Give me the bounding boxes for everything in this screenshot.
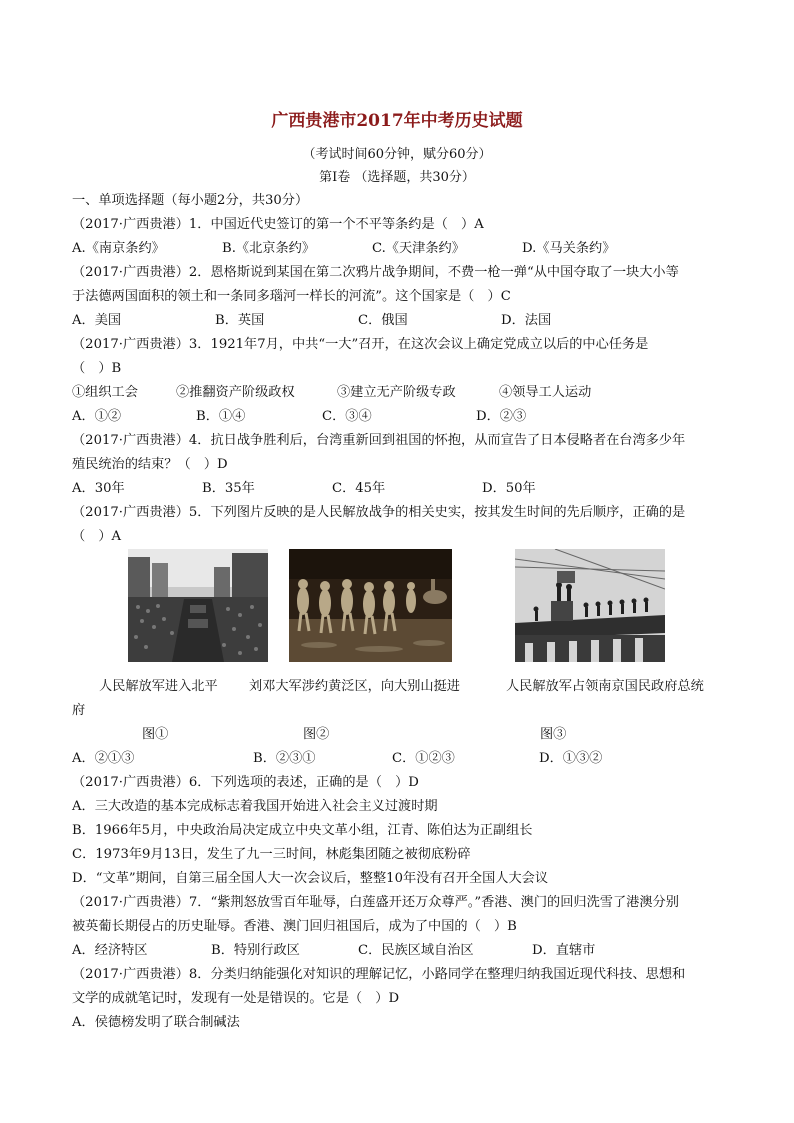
statement: B．1966年5月，中央政治局决定成立中央文革小组，江青、陈伯达为正副组长 xyxy=(72,823,533,838)
option: D．②③ xyxy=(476,409,527,424)
question-3-cont: （ ）B xyxy=(72,361,122,376)
photo-caption: 刘邓大军涉约黄泛区，向大别山挺进 xyxy=(249,679,460,694)
photo-beiping xyxy=(128,549,268,662)
question-8-cont: 文学的成就笔记时，发现有一处是错误的。它是（ ）D xyxy=(72,991,400,1006)
option: B.《北京条约》 xyxy=(222,241,316,256)
item: ②推翻资产阶级政权 xyxy=(176,385,295,400)
statement: A．侯德榜发明了联合制碱法 xyxy=(72,1015,240,1030)
question-4: （2017·广西贵港）4．抗日战争胜利后，台湾重新回到祖国的怀抱，从而宣告了日本侵略者在台湾多少年 xyxy=(72,433,686,448)
question-2: （2017·广西贵港）2．恩格斯说到某国在第二次鸦片战争期间，不费一枪一弹“从中国夺取了一块大小等 xyxy=(72,265,679,280)
section-heading: 一、单项选择题（每小题2分，共30分） xyxy=(72,193,309,208)
photo-caption: 人民解放军进入北平 xyxy=(99,679,218,694)
option: A．经济特区 xyxy=(72,943,148,958)
statement: C．1973年9月13日，发生了九一三时间，林彪集团随之被彻底粉碎 xyxy=(72,847,471,862)
option: C．①②③ xyxy=(392,751,455,766)
option: D.《马关条约》 xyxy=(522,241,616,256)
page-title: 广西贵港市2017年中考历史试题 xyxy=(271,111,523,131)
figure-label: 图① xyxy=(142,727,169,742)
statement: A．三大改造的基本完成标志着我国开始进入社会主义过渡时期 xyxy=(72,799,438,814)
option: B．特别行政区 xyxy=(211,943,300,958)
question-1: （2017·广西贵港）1．中国近代史签订的第一个不平等条约是（ ）A xyxy=(72,217,484,232)
option: A.《南京条约》 xyxy=(72,241,165,256)
option: B．②③① xyxy=(253,751,316,766)
photo-caption-wrap: 府 xyxy=(72,703,86,718)
question-5-cont: （ ）A xyxy=(72,529,122,544)
option: C．45年 xyxy=(332,481,386,496)
option: D．50年 xyxy=(482,481,536,496)
question-3: （2017·广西贵港）3．1921年7月，中共“一大”召开，在这次会议上确定党成立以后的中心任务是 xyxy=(72,337,649,352)
option: C．民族区域自治区 xyxy=(358,943,474,958)
option: A．①② xyxy=(72,409,122,424)
option: C.《天津条约》 xyxy=(372,241,465,256)
option: D．法国 xyxy=(501,313,552,328)
option: D．直辖市 xyxy=(532,943,596,958)
question-6: （2017·广西贵港）6．下列选项的表述，正确的是（ ）D xyxy=(72,775,419,790)
option: C．③④ xyxy=(322,409,372,424)
option: A．②①③ xyxy=(72,751,135,766)
option: C．俄国 xyxy=(358,313,408,328)
item: ④领导工人运动 xyxy=(499,385,592,400)
volume-heading: 第Ⅰ卷 （选择题，共30分） xyxy=(319,170,475,185)
question-7-cont: 被英葡长期侵占的历史耻辱。香港、澳门回归祖国后，成为了中国的（ ）B xyxy=(72,919,517,934)
exam-info: （考试时间60分钟，赋分60分） xyxy=(302,147,492,162)
option: A．30年 xyxy=(72,481,125,496)
item: ①组织工会 xyxy=(72,385,138,400)
option: B．①④ xyxy=(196,409,246,424)
question-8: （2017·广西贵港）8．分类归纳能强化对知识的理解记忆，小路同学在整理归纳我国近现代科技、思想和 xyxy=(72,967,686,982)
option: D．①③② xyxy=(539,751,603,766)
question-2-cont: 于法德两国面积的领土和一条同多瑙河一样长的河流”。这个国家是（ ）C xyxy=(72,289,511,304)
photo-march xyxy=(289,549,452,662)
question-5: （2017·广西贵港）5．下列图片反映的是人民解放战争的相关史实，按其发生时间的先后顺序，正确的是 xyxy=(72,505,686,520)
photo-caption: 人民解放军占领南京国民政府总统 xyxy=(506,679,704,694)
question-4-cont: 殖民统治的结束？（ ）D xyxy=(72,457,228,472)
figure-label: 图② xyxy=(303,727,330,742)
photo-nanjing xyxy=(515,549,665,662)
option: A．美国 xyxy=(72,313,122,328)
figure-label: 图③ xyxy=(540,727,567,742)
statement: D．“文革”期间，自第三届全国人大一次会议后，整整10年没有召开全国人大会议 xyxy=(72,871,549,886)
question-7: （2017·广西贵港）7．“紫荆怒放雪百年耻辱，白莲盛开还万众尊严。”香港、澳门的回归洗雪了港澳分别 xyxy=(72,895,679,910)
option: B．35年 xyxy=(202,481,255,496)
option: B．英国 xyxy=(215,313,265,328)
item: ③建立无产阶级专政 xyxy=(337,385,456,400)
